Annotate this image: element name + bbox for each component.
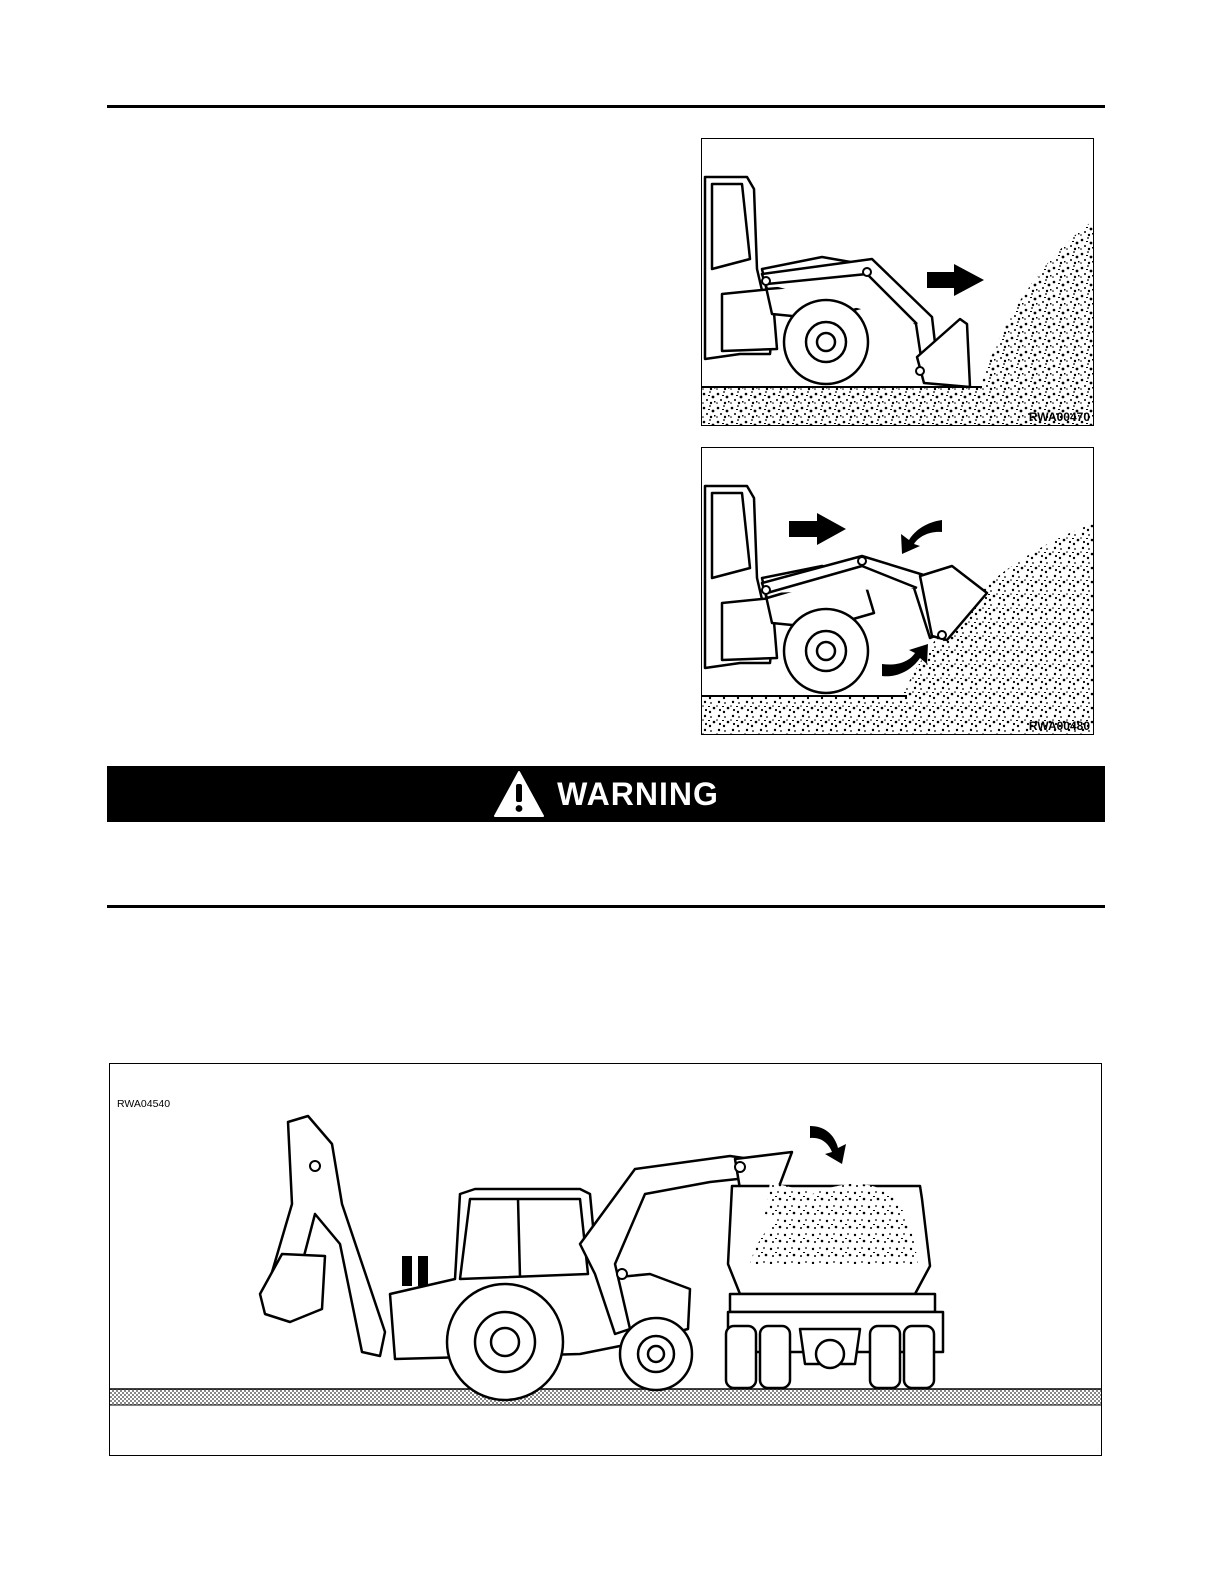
figure-loading-truck [109,1063,1102,1456]
arrow-forward-icon [789,513,846,545]
figure-loader-approach [701,138,1094,426]
loader-scoop-illustration [702,448,1094,735]
figure-loader-scoop [701,447,1094,735]
warning-title: WARNING [557,775,719,812]
figure-label: RWA04540 [117,1098,171,1110]
top-rule [107,105,1105,108]
arrow-forward-icon [927,264,984,296]
warning-triangle-icon [493,770,545,818]
figure-label: RWA00480 [1028,719,1090,733]
warning-banner [107,766,1105,822]
figure-label: RWA00470 [1028,410,1090,424]
loading-truck-illustration [110,1064,1102,1456]
curl-arrow-top-icon [901,520,942,554]
section-rule [107,905,1105,908]
curl-arrow-dump-icon [810,1126,846,1164]
loader-approach-illustration [702,139,1094,426]
